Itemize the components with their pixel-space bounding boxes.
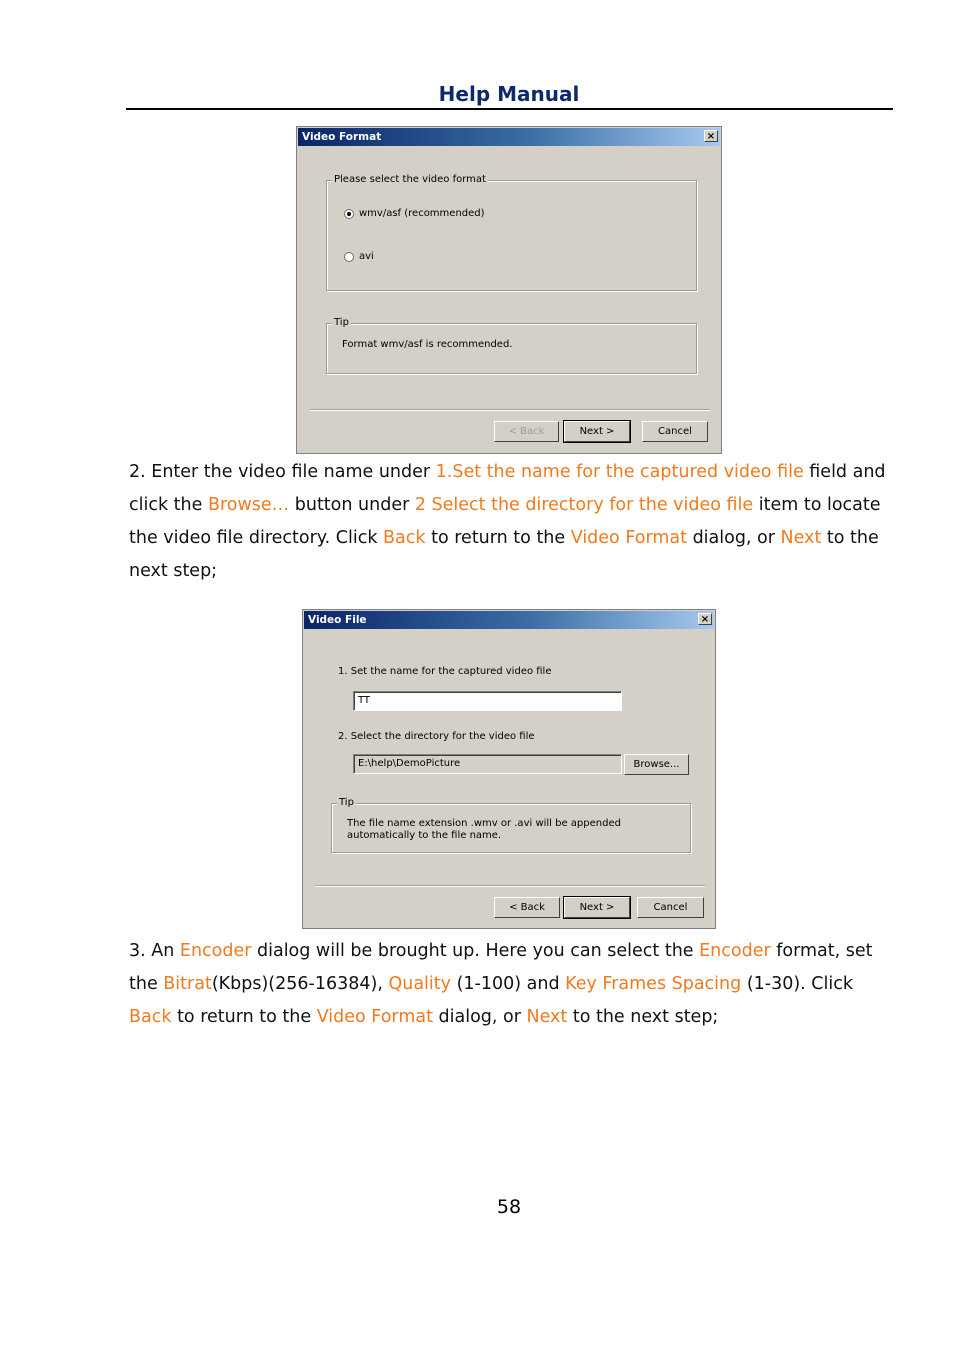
back-button[interactable]: < Back (494, 897, 560, 918)
format-group-title: Please select the video format (334, 174, 486, 185)
next-button[interactable]: Next > (564, 421, 630, 442)
para3-highlight-encoder: Encoder (179, 941, 252, 961)
tip-groupbox (331, 797, 691, 853)
para3-text: dialog, or (432, 1007, 527, 1027)
para3-text: 3. An (129, 941, 180, 961)
tip-title: Tip (339, 797, 354, 808)
para3-highlight-video-format: Video Format (316, 1007, 433, 1027)
file-name-input[interactable]: TT (353, 691, 622, 711)
header-rule (126, 108, 893, 110)
radio-avi[interactable] (344, 251, 374, 262)
directory-input[interactable]: E:\help\DemoPicture (353, 754, 622, 774)
close-icon[interactable]: × (698, 613, 712, 625)
video-format-titlebar (298, 128, 720, 146)
back-button[interactable]: < Back (494, 421, 559, 442)
video-file-titlebar (304, 611, 714, 629)
para3-highlight-next: Next (526, 1007, 568, 1027)
video-file-dialog (302, 609, 716, 929)
name-field-label: 1. Set the name for the captured video file (338, 666, 552, 677)
radio-wmv[interactable] (344, 208, 485, 219)
page-number: 58 (496, 1196, 522, 1218)
video-file-title: Video File (308, 614, 367, 626)
button-separator (315, 885, 705, 887)
step-3-paragraph (129, 935, 889, 1034)
para2-highlight-name-field: 1.Set the name for the captured video file (435, 462, 804, 482)
close-icon[interactable]: × (704, 130, 718, 142)
para2-text: to return to the (425, 528, 571, 548)
para2-highlight-directory: 2 Select the directory for the video file (414, 495, 754, 515)
cancel-button[interactable]: Cancel (637, 897, 704, 918)
video-format-title: Video Format (302, 131, 382, 143)
para3-text: (Kbps)(256-16384), (211, 974, 389, 994)
tip-text: Format wmv/asf is recommended. (342, 339, 513, 350)
para2-highlight-browse: Browse… (207, 495, 290, 515)
page-header-title: Help Manual (438, 82, 580, 106)
video-format-dialog (296, 126, 722, 454)
directory-field-label: 2. Select the directory for the video file (338, 731, 535, 742)
tip-text: The file name extension .wmv or .avi will be appended automatically to the file name. (347, 818, 621, 841)
radio-selected-icon (344, 209, 354, 219)
para2-text: 2. Enter the video file name under (129, 462, 436, 482)
para3-text: (1-30). Click (741, 974, 854, 994)
tip-groupbox (326, 317, 697, 374)
radio-wmv-label: wmv/asf (recommended) (359, 208, 485, 219)
radio-unselected-icon (344, 252, 354, 262)
next-button[interactable]: Next > (564, 897, 630, 918)
browse-button[interactable]: Browse... (624, 754, 689, 775)
button-separator (310, 409, 710, 411)
para3-text: dialog will be brought up. Here you can select the (251, 941, 700, 961)
para2-highlight-back: Back (383, 528, 426, 548)
para3-highlight-back: Back (129, 1007, 172, 1027)
tip-title: Tip (334, 317, 349, 328)
para2-text: button under (289, 495, 415, 515)
radio-avi-label: avi (359, 251, 374, 262)
para2-text: dialog, or (687, 528, 781, 548)
para3-text: to the next step; (567, 1007, 719, 1027)
para2-text: to the next step; (129, 528, 879, 581)
para2-text: item to locate the video file directory. Click (129, 495, 881, 548)
para3-highlight-encoder: Encoder (699, 941, 771, 961)
para3-text: (1-100) and (451, 974, 566, 994)
para3-highlight-quality: Quality (388, 974, 451, 994)
step-2-paragraph (129, 456, 889, 588)
format-groupbox (326, 174, 697, 291)
para3-highlight-key-frames: Key Frames Spacing (565, 974, 742, 994)
para3-highlight-bitrate: Bitrat (163, 974, 212, 994)
para3-text: format, set the (129, 941, 873, 994)
cancel-button[interactable]: Cancel (642, 421, 708, 442)
para2-highlight-video-format: Video Format (570, 528, 687, 548)
para2-text: field and click the (129, 462, 886, 515)
para3-text: to return to the (171, 1007, 317, 1027)
para2-highlight-next: Next (780, 528, 822, 548)
